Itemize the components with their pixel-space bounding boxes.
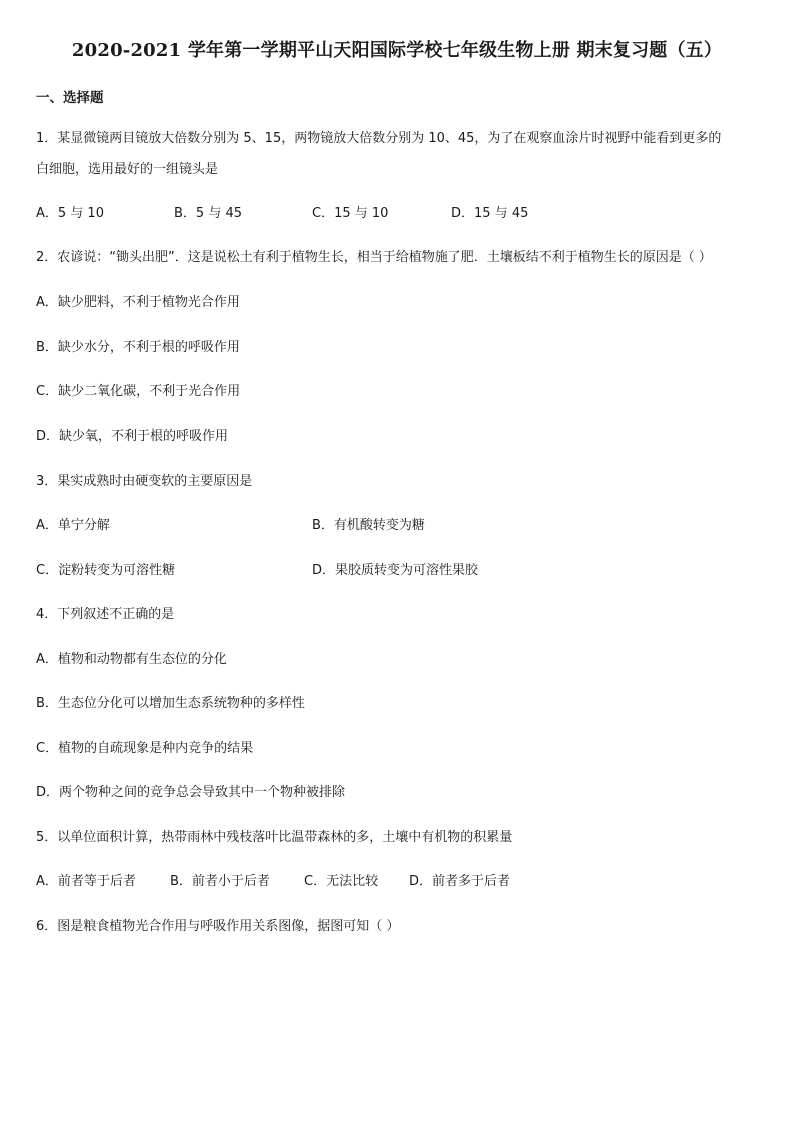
question-4-option-d[interactable]: D．两个物种之间的竞争总会导致其中一个物种被排除 bbox=[36, 785, 346, 800]
question-2-option-c[interactable]: C．缺少二氧化碳，不利于光合作用 bbox=[36, 384, 241, 399]
question-1-option-d[interactable]: D．15 与 45 bbox=[451, 206, 529, 221]
question-5-option-c[interactable]: C．无法比较 bbox=[304, 874, 379, 889]
question-5-option-a[interactable]: A．前者等于后者 bbox=[36, 874, 136, 889]
question-4-option-a[interactable]: A．植物和动物都有生态位的分化 bbox=[36, 652, 227, 667]
question-4-stem: 4．下列叙述不正确的是 bbox=[36, 607, 175, 622]
question-5-option-b[interactable]: B．前者小于后者 bbox=[170, 874, 270, 889]
question-1-stem-line-2: 白细胞，选用最好的一组镜头是 bbox=[36, 162, 219, 177]
question-4-option-c[interactable]: C．植物的自疏现象是种内竞争的结果 bbox=[36, 741, 254, 756]
question-1-option-b[interactable]: B．5 与 45 bbox=[174, 206, 242, 221]
question-3-option-d[interactable]: D．果胶质转变为可溶性果胶 bbox=[312, 563, 479, 578]
question-3-option-a[interactable]: A．单宁分解 bbox=[36, 518, 110, 533]
question-3-option-b[interactable]: B．有机酸转变为糖 bbox=[312, 518, 425, 533]
question-2-stem: 2．农谚说：“锄头出肥”．这是说松土有利于植物生长，相当于给植物施了肥．土壤板结不利于植物生长的原因是（ ） bbox=[36, 250, 712, 265]
question-6-stem: 6．图是粮食植物光合作用与呼吸作用关系图像，据图可知（ ） bbox=[36, 919, 400, 934]
question-2-option-a[interactable]: A．缺少肥料，不利于植物光合作用 bbox=[36, 295, 240, 310]
question-1-stem-line-1: 1．某显微镜两目镜放大倍数分别为 5、15，两物镜放大倍数分别为 10、45，为了在观察血涂片时视野中能看到更多的 bbox=[36, 131, 722, 146]
question-1-option-c[interactable]: C．15 与 10 bbox=[312, 206, 389, 221]
question-4-option-b[interactable]: B．生态位分化可以增加生态系统物种的多样性 bbox=[36, 696, 305, 711]
section-heading: 一、选择题 bbox=[36, 90, 104, 106]
question-3-stem: 3．果实成熟时由硬变软的主要原因是 bbox=[36, 474, 253, 489]
question-2-option-b[interactable]: B．缺少水分，不利于根的呼吸作用 bbox=[36, 340, 240, 355]
question-5-option-d[interactable]: D．前者多于后者 bbox=[409, 874, 511, 889]
question-1-option-a[interactable]: A．5 与 10 bbox=[36, 206, 104, 221]
document-title: 2020-2021 学年第一学期平山天阳国际学校七年级生物上册 期末复习题（五） bbox=[71, 40, 723, 61]
question-5-stem: 5．以单位面积计算，热带雨林中残枝落叶比温带森林的多，土壤中有机物的积累量 bbox=[36, 830, 513, 845]
question-2-option-d[interactable]: D．缺少氧，不利于根的呼吸作用 bbox=[36, 429, 229, 444]
question-3-option-c[interactable]: C．淀粉转变为可溶性糖 bbox=[36, 563, 176, 578]
